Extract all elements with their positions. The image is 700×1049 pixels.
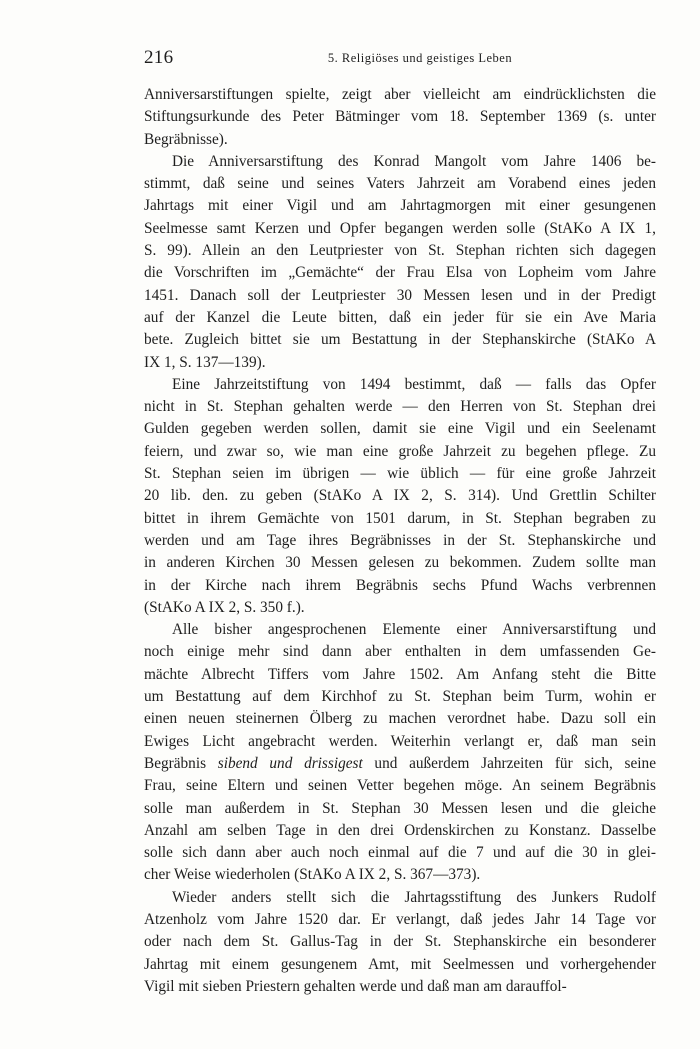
text-line: um Bestattung auf dem Kirchhof zu St. Stephan beim Turm, wohin er	[144, 688, 656, 706]
text-line: stimmt, daß seine und seines Vaters Jahrzeit am Vorabend eines jeden	[144, 175, 656, 193]
text-line: Jahrtags mit einer Vigil und am Jahrtagmorgen mit einer gesungenen	[144, 197, 656, 215]
text-line: in anderen Kirchen 30 Messen gelesen zu bekommen. Zudem sollte man	[144, 554, 656, 572]
text-line: Vigil mit sieben Priestern gehalten werde und daß man am darauffol-	[144, 977, 567, 995]
text-line: solle man außerdem in St. Stephan 30 Messen lesen und die gleiche	[144, 799, 656, 817]
italic-phrase: sibend und drissigest	[217, 754, 363, 772]
paragraph	[144, 887, 656, 998]
text-line: 20 lib. den. zu geben (StAKo A IX 2, S. 314). Und Grettlin Schilter	[144, 487, 656, 505]
text-line: Stiftungsurkunde des Peter Bätminger vom 18. September 1369 (s. unter	[144, 108, 656, 126]
paragraph	[144, 619, 656, 887]
text-line: S. 99). Allein an den Leutpriester von St. Stephan richten sich dagegen	[144, 242, 656, 260]
text-line: Atzenholz vom Jahre 1520 dar. Er verlangt, daß jedes Jahr 14 Tage vor	[144, 910, 656, 928]
text-line: IX 1, S. 137—139).	[144, 353, 266, 371]
text-line: in der Kirche nach ihrem Begräbnis sechs Pfund Wachs verbrennen	[144, 576, 656, 594]
text-line: werden und am Tage ihres Begräbnisses in der St. Stephanskirche und	[144, 531, 656, 549]
text-line: St. Stephan seien im übrigen — wie üblich — für eine große Jahrzeit	[144, 465, 656, 483]
text-line: (StAKo A IX 2, S. 350 f.).	[144, 598, 305, 616]
page-number: 216	[144, 47, 174, 68]
text-line: Eine Jahrzeitstiftung von 1494 bestimmt, daß — falls das Opfer	[172, 375, 656, 393]
text-line: Ewiges Licht angebracht werden. Weiterhin verlangt er, daß man sein	[144, 732, 656, 750]
text-line: oder nach dem St. Gallus-Tag in der St. Stephanskirche ein besonderer	[144, 933, 656, 951]
text-line: solle sich dann aber auch noch einmal auf die 7 und auf die 30 in glei-	[144, 844, 656, 862]
paragraph	[144, 151, 656, 374]
text-line: die Vorschriften im „Gemächte“ der Frau Elsa von Lopheim vom Jahre	[144, 264, 656, 282]
page-header	[144, 46, 656, 70]
body-text	[144, 84, 656, 998]
text-line: auf der Kanzel die Leute bitten, daß ein jeder für sie ein Ave Maria	[144, 308, 656, 326]
text-line: bittet in ihrem Gemächte von 1501 darum, in St. Stephan begraben zu	[144, 509, 656, 527]
text-line: Begräbnis sibend und drissigest und außerdem Jahrzeiten für sich, seine	[144, 754, 656, 772]
text-line: noch einige mehr sind dann aber enthalten in dem umfassenden Ge-	[144, 643, 656, 661]
text-line: feiern, und zwar so, wie man eine große Jahrzeit zu begehen pflege. Zu	[144, 442, 656, 460]
text-line: bete. Zugleich bittet sie um Bestattung in der Stephanskirche (StAKo A	[144, 331, 656, 349]
text-line: mächte Albrecht Tiffers vom Jahre 1502. Am Anfang steht die Bitte	[144, 665, 656, 683]
text-line: Die Anniversarstiftung des Konrad Mangolt vom Jahre 1406 be-	[172, 152, 656, 170]
text-line: Frau, seine Eltern und seinen Vetter begehen möge. An seinem Begräbnis	[144, 777, 656, 795]
text-line: cher Weise wiederholen (StAKo A IX 2, S. 367—373).	[144, 866, 481, 884]
text-line: nicht in St. Stephan gehalten werde — den Herren von St. Stephan drei	[144, 398, 656, 416]
text-line: einen neuen steinernen Ölberg zu machen verordnet habe. Dazu soll ein	[144, 710, 656, 728]
paragraph	[144, 84, 656, 151]
text-line: Gulden gegeben werden sollen, damit sie eine Vigil und ein Seelenamt	[144, 420, 656, 438]
text-line: Jahrtag mit einem gesungenem Amt, mit Seelmessen und vorhergehender	[144, 955, 656, 973]
text-line: Begräbnisse).	[144, 130, 228, 148]
text-line: Anzahl am selben Tage in den drei Ordenskirchen zu Konstanz. Dasselbe	[144, 821, 656, 839]
text-line: 1451. Danach soll der Leutpriester 30 Messen lesen und in der Predigt	[144, 286, 656, 304]
text-line: Anniversarstiftungen spielte, zeigt aber vielleicht am eindrücklichsten die	[144, 86, 656, 103]
text-line: Seelmesse samt Kerzen und Opfer begangen werden solle (StAKo A IX 1,	[144, 219, 656, 237]
running-head: 5. Religiöses und geistiges Leben	[327, 51, 513, 65]
text-line: Wieder anders stellt sich die Jahrtagsstiftung des Junkers Rudolf	[172, 888, 656, 906]
text-line: Alle bisher angesprochenen Elemente einer Anniversarstiftung und	[172, 621, 656, 639]
paragraph	[144, 374, 656, 619]
